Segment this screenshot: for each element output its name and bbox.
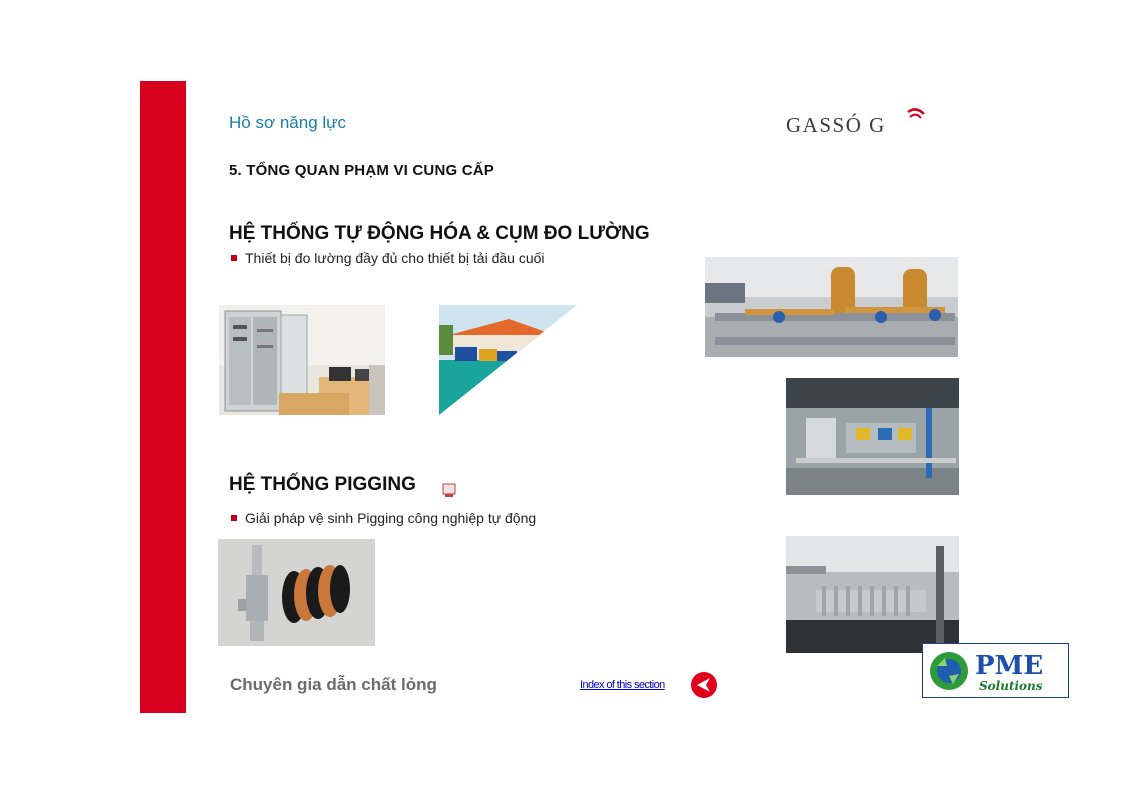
bullet-square-icon (231, 255, 237, 261)
gasso-logo (786, 108, 936, 143)
small-device-icon (441, 482, 457, 503)
left-accent-bar (140, 81, 186, 713)
metering-skid-photo (705, 257, 958, 357)
outdoor-skid-photo (439, 305, 577, 415)
control-room-photo (219, 305, 385, 415)
pigging-bullet-text: Giải pháp vệ sinh Pigging công nghiệp tự động (245, 510, 537, 526)
page-header-title: Hồ sơ năng lực (229, 113, 347, 132)
index-of-section-link[interactable]: Index of this section (580, 679, 665, 691)
bullet-square-icon (231, 515, 237, 521)
svg-text:GASSÓ G: GASSÓ G (786, 113, 886, 137)
pme-solutions-logo (922, 643, 1069, 698)
pigging-devices-photo (218, 539, 375, 646)
pme-logo-name: PME (975, 651, 1044, 681)
section-title: 5. TỔNG QUAN PHẠM VI CUNG CẤP (229, 162, 494, 179)
footer-tagline: Chuyên gia dẫn chất lỏng (230, 675, 437, 694)
automation-bullet (231, 250, 545, 266)
back-arrow-icon (690, 671, 718, 699)
indoor-metering-photo (786, 378, 959, 495)
pme-logo-subtitle: Solutions (979, 679, 1043, 693)
pigging-line-photo (786, 536, 959, 653)
back-arrow-button[interactable] (690, 671, 718, 704)
pigging-bullet (231, 510, 536, 526)
automation-heading: HỆ THỐNG TỰ ĐỘNG HÓA & CỤM ĐO LƯỜNG (229, 223, 650, 244)
pigging-heading: HỆ THỐNG PIGGING (229, 474, 416, 495)
automation-bullet-text: Thiết bị đo lường đầy đủ cho thiết bị tải đầu cuối (245, 250, 545, 266)
